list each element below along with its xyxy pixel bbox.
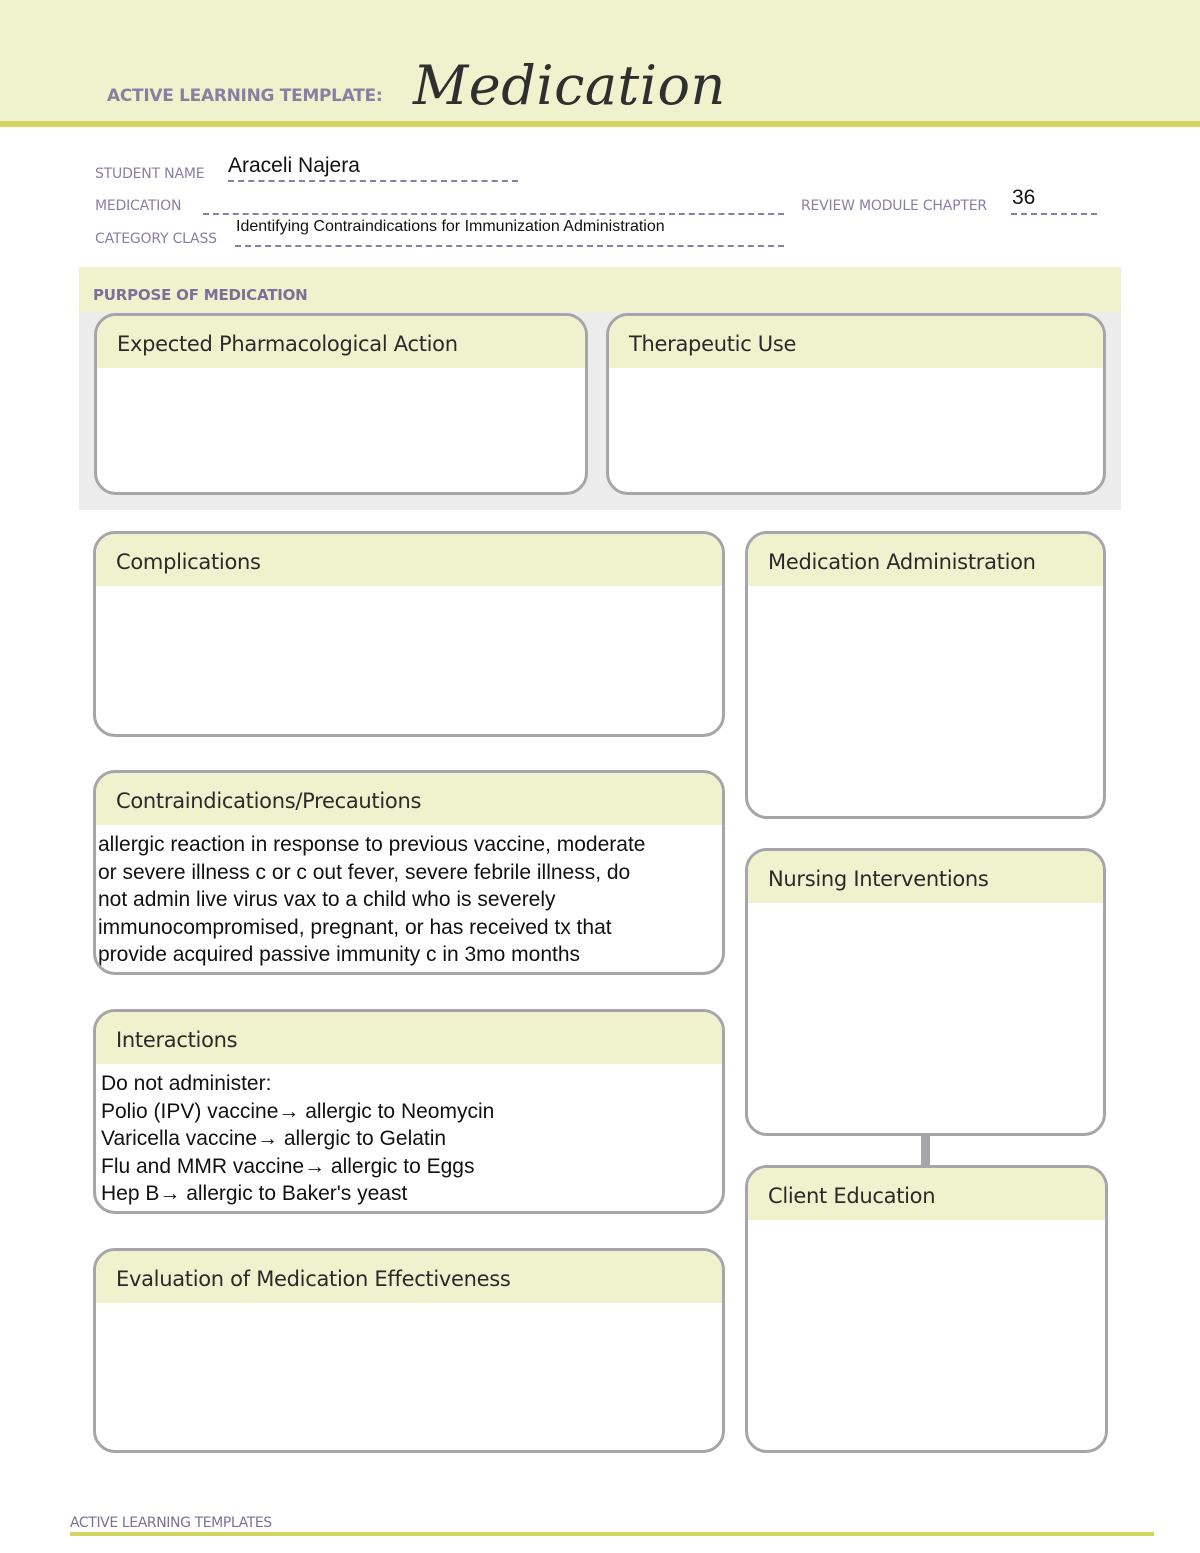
therapeutic-use-content[interactable] bbox=[609, 368, 1103, 374]
review-module-chapter-line bbox=[1011, 213, 1097, 215]
complications-content[interactable] bbox=[96, 586, 722, 592]
interactions-line: Do not administer: bbox=[101, 1072, 272, 1095]
evaluation-box[interactable] bbox=[93, 1248, 725, 1453]
contraindications-line: or severe illness c or c out fever, severe febrile illness, do bbox=[98, 860, 631, 884]
evaluation-content[interactable] bbox=[96, 1303, 722, 1309]
expected-action-box[interactable] bbox=[94, 313, 588, 495]
contraindications-line: immunocompromised, pregnant, or has received tx that bbox=[98, 915, 612, 939]
review-module-chapter-label: REVIEW MODULE CHAPTER bbox=[801, 198, 987, 214]
interactions-content[interactable] bbox=[96, 1064, 722, 1208]
connector-line bbox=[921, 1135, 930, 1166]
interactions-line: Hep B→ allergic to Baker's yeast bbox=[101, 1182, 408, 1205]
interactions-line: Polio (IPV) vaccine→ allergic to Neomycin bbox=[101, 1099, 495, 1123]
medication-line bbox=[203, 213, 784, 215]
footer-rule bbox=[70, 1532, 1154, 1536]
review-module-chapter-field[interactable]: 36 bbox=[1012, 186, 1036, 209]
page-title: Medication bbox=[413, 54, 726, 117]
therapeutic-use-title: Therapeutic Use bbox=[609, 316, 1103, 368]
complications-box[interactable] bbox=[93, 531, 725, 737]
interactions-line: Flu and MMR vaccine→ allergic to Eggs bbox=[101, 1154, 475, 1178]
student-name-field[interactable]: Araceli Najera bbox=[228, 154, 360, 177]
expected-action-title: Expected Pharmacological Action bbox=[97, 316, 585, 368]
nursing-interventions-title: Nursing Interventions bbox=[748, 851, 1103, 903]
footer-label: ACTIVE LEARNING TEMPLATES bbox=[70, 1515, 272, 1531]
contraindications-line: provide acquired passive immunity c in 3mo months bbox=[98, 943, 581, 966]
client-education-title: Client Education bbox=[748, 1168, 1105, 1220]
contraindications-title: Contraindications/Precautions bbox=[96, 773, 722, 825]
interactions-title: Interactions bbox=[96, 1012, 722, 1064]
contraindications-content[interactable] bbox=[96, 825, 722, 969]
evaluation-title: Evaluation of Medication Effectiveness bbox=[96, 1251, 722, 1303]
contraindications-line: allergic reaction in response to previous vaccine, moderate bbox=[98, 833, 646, 856]
header-rule bbox=[0, 121, 1200, 127]
expected-action-content[interactable] bbox=[97, 368, 585, 374]
category-class-field[interactable]: Identifying Contraindications for Immunization Administration bbox=[236, 218, 665, 235]
contraindications-box[interactable] bbox=[93, 770, 725, 975]
medication-administration-title: Medication Administration bbox=[748, 534, 1103, 586]
interactions-box[interactable] bbox=[93, 1009, 725, 1214]
contraindications-line: not admin live virus vax to a child who is severely bbox=[98, 888, 556, 911]
medication-administration-box[interactable] bbox=[745, 531, 1106, 819]
student-name-label: STUDENT NAME bbox=[95, 166, 205, 182]
category-class-label: CATEGORY CLASS bbox=[95, 231, 217, 247]
student-name-line bbox=[228, 180, 518, 182]
nursing-interventions-box[interactable] bbox=[745, 848, 1106, 1136]
therapeutic-use-box[interactable] bbox=[606, 313, 1106, 495]
category-class-line bbox=[235, 245, 784, 247]
complications-title: Complications bbox=[96, 534, 722, 586]
medication-administration-content[interactable] bbox=[748, 586, 1103, 592]
template-label: ACTIVE LEARNING TEMPLATE: bbox=[107, 86, 383, 106]
interactions-line: Varicella vaccine→ allergic to Gelatin bbox=[101, 1127, 447, 1150]
client-education-box[interactable] bbox=[745, 1165, 1108, 1453]
purpose-title: PURPOSE OF MEDICATION bbox=[93, 286, 308, 304]
medication-label: MEDICATION bbox=[95, 198, 182, 214]
client-education-content[interactable] bbox=[748, 1220, 1105, 1226]
nursing-interventions-content[interactable] bbox=[748, 903, 1103, 909]
